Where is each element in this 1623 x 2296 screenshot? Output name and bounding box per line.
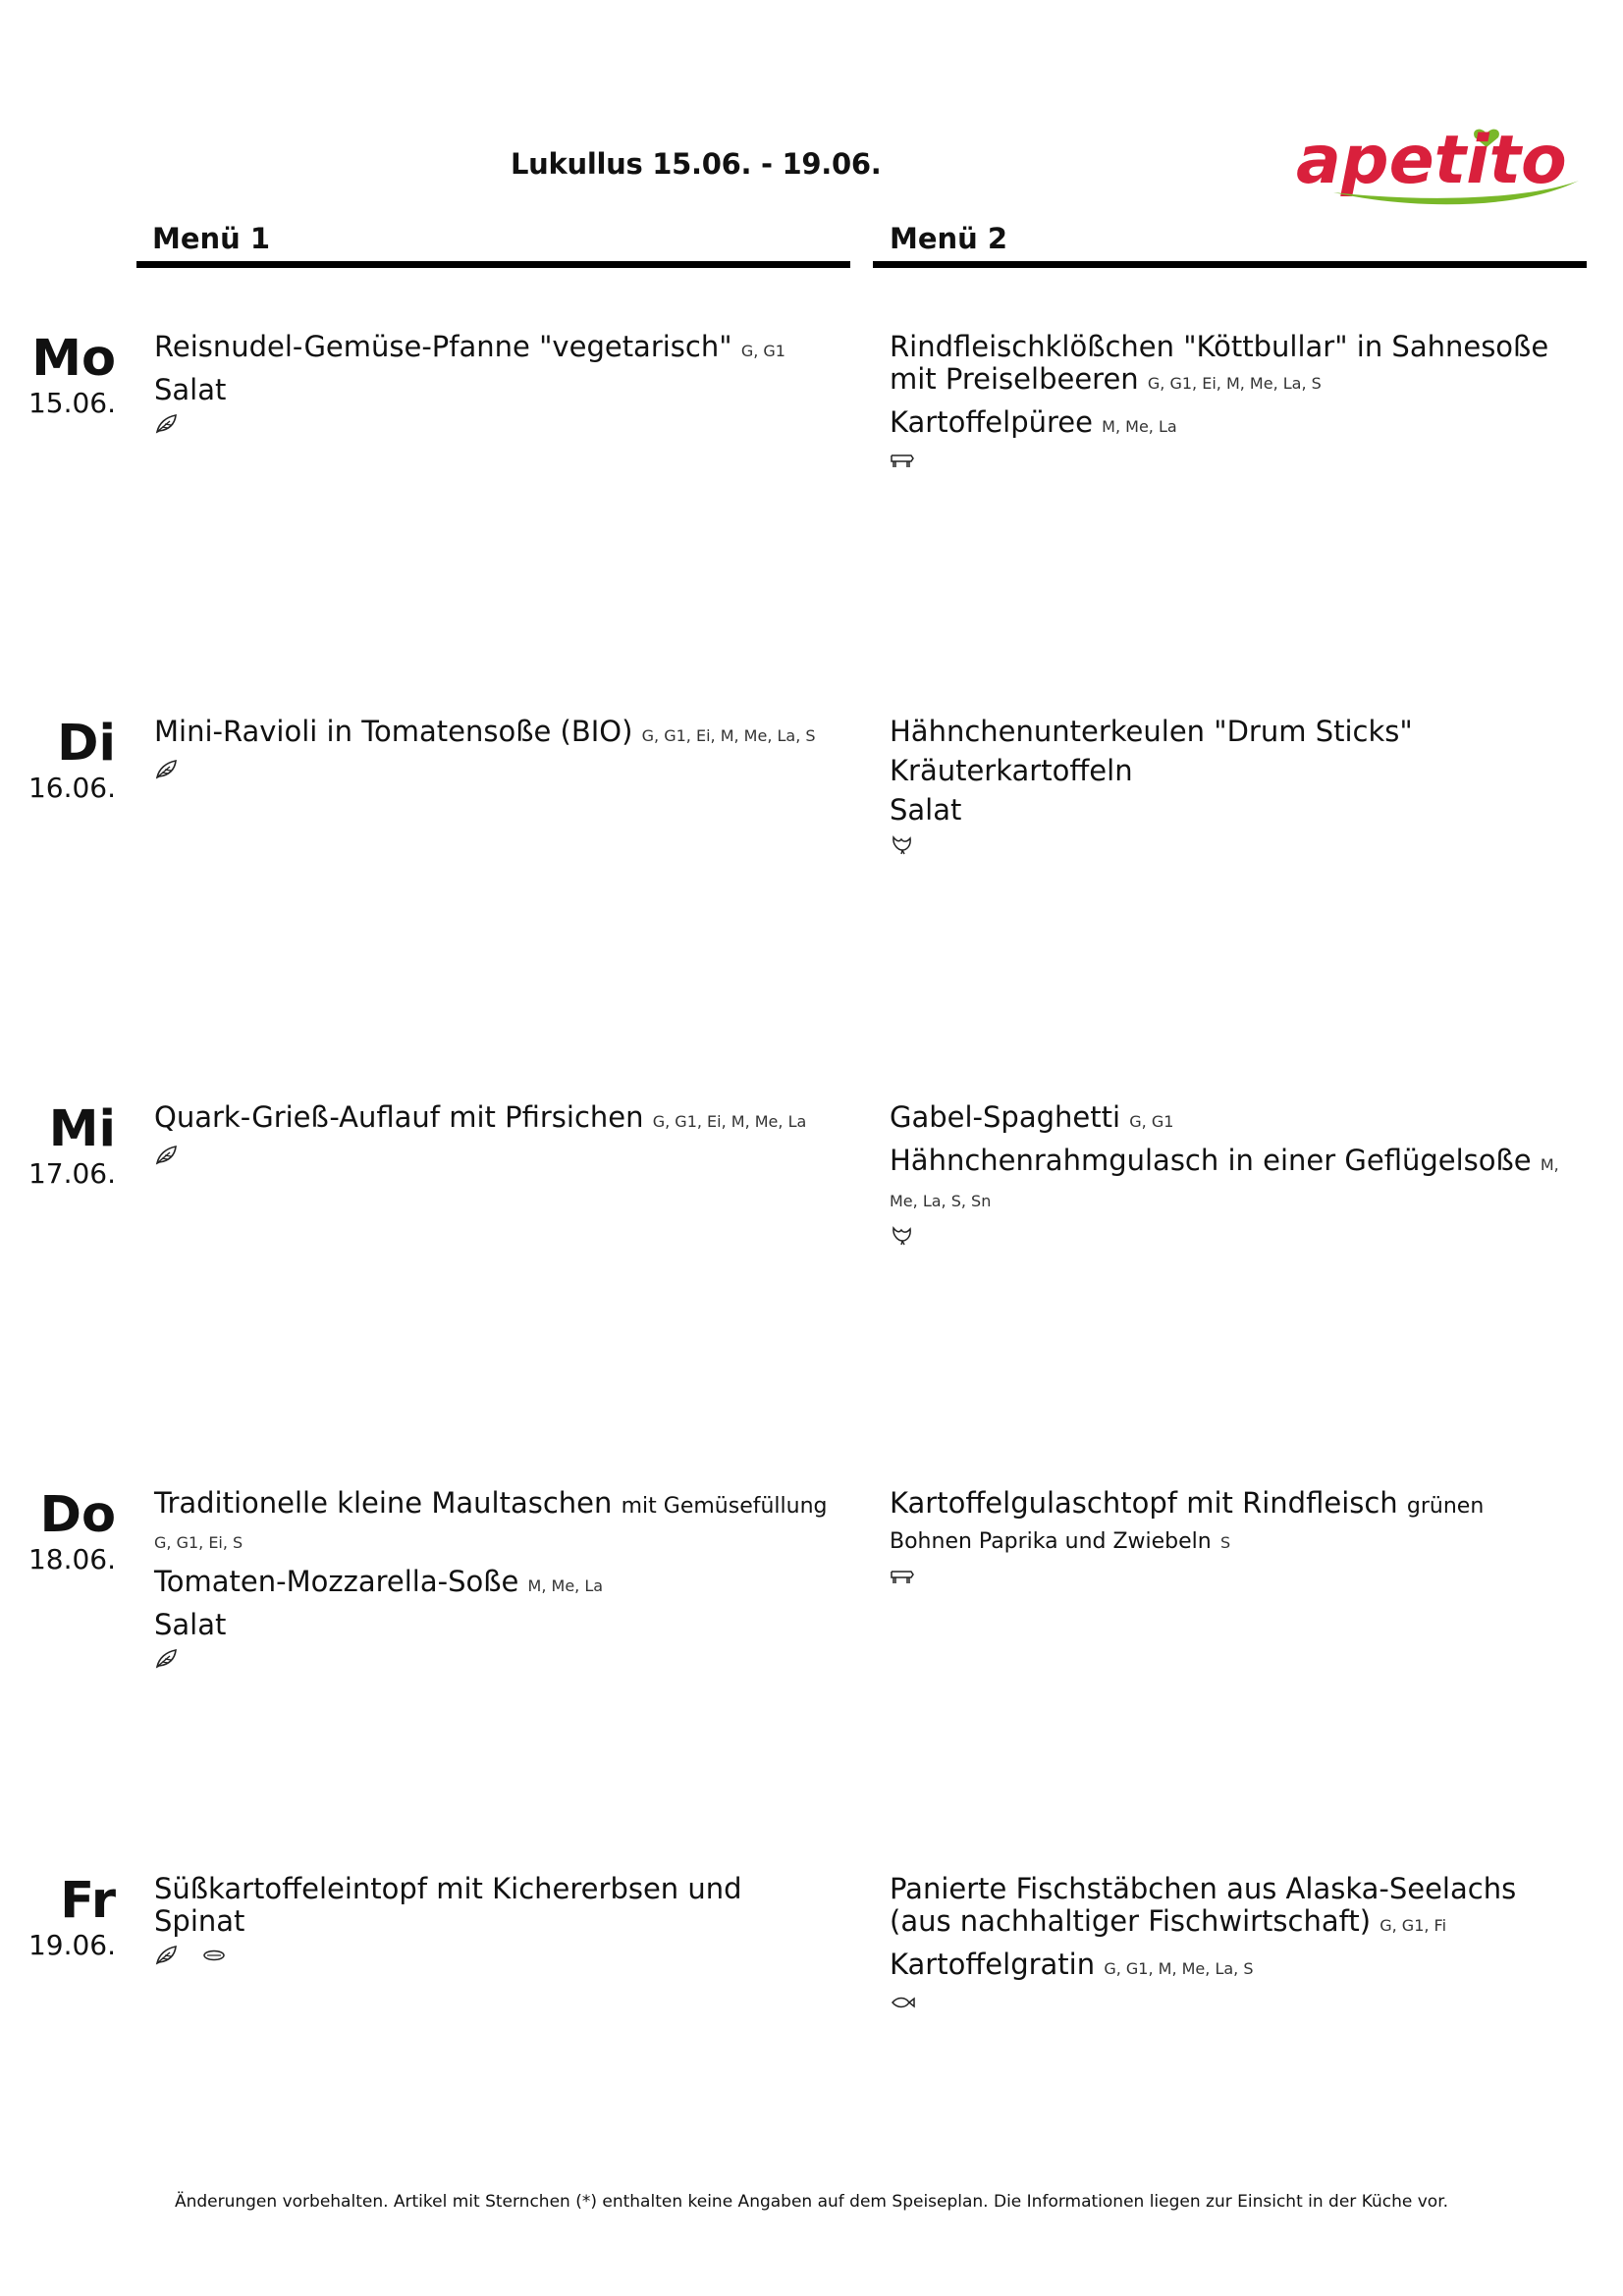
day-abbr: Di xyxy=(57,715,116,773)
dish-icons xyxy=(154,1648,832,1670)
poultry-icon xyxy=(890,1224,915,1246)
day-label xyxy=(20,331,116,419)
day-abbr: Do xyxy=(39,1486,116,1544)
dish-icons xyxy=(890,1992,1567,2013)
dish xyxy=(890,755,1567,787)
day-label xyxy=(20,1487,116,1575)
dish-name: Hähnchenrahmgulasch in einer Geflügelsoße xyxy=(890,1144,1532,1177)
dish xyxy=(154,1609,832,1641)
dish xyxy=(154,374,832,406)
dish xyxy=(890,794,1567,827)
dish-allergens: G, G1 xyxy=(1129,1112,1174,1131)
dish-allergens: M, Me, La xyxy=(527,1576,604,1595)
menu-cell-2 xyxy=(890,331,1567,471)
dish xyxy=(154,1101,832,1138)
day-abbr: Mo xyxy=(31,330,116,388)
poultry-icon xyxy=(890,833,915,855)
dish-name: Mini-Ravioli in Tomatensoße (BIO) xyxy=(154,715,633,748)
dish-name: Salat xyxy=(154,373,227,406)
dish-name: Kartoffelgratin xyxy=(890,1948,1096,1981)
dish-icons xyxy=(890,833,1567,855)
dish xyxy=(890,716,1567,748)
day-date: 17.06. xyxy=(27,1157,116,1190)
dish xyxy=(154,331,832,367)
dish-name: Panierte Fischstäbchen aus Alaska-Seelachs (aus nachhaltiger Fischwirtschaft) xyxy=(890,1872,1517,1938)
fish-icon xyxy=(890,1992,915,2013)
day-abbr: Mi xyxy=(48,1100,116,1158)
menu-cell-1 xyxy=(154,1101,832,1166)
day-date: 18.06. xyxy=(27,1543,116,1575)
day-date: 16.06. xyxy=(27,772,116,804)
dish xyxy=(890,331,1567,400)
dish-name: Süßkartoffeleintopf mit Kichererbsen und Spinat xyxy=(154,1872,742,1938)
dish xyxy=(890,1101,1567,1138)
menu-cell-1 xyxy=(154,1487,832,1670)
dish-icons xyxy=(890,450,1567,471)
dish-name: Quark-Grieß-Auflauf mit Pfirsichen xyxy=(154,1100,644,1134)
day-label xyxy=(20,1873,116,1961)
beef-icon xyxy=(890,450,915,471)
day-label xyxy=(20,1101,116,1190)
footer-note: Änderungen vorbehalten. Artikel mit Sternchen (*) enthalten keine Angaben auf dem Speiseplan. Die Informationen liegen zur Einsicht in der Küche vor. xyxy=(174,2192,1449,2212)
menu-cell-1 xyxy=(154,331,832,435)
dish-extra: mit Gemüsefüllung xyxy=(621,1494,828,1519)
dish-name: Traditionelle kleine Maultaschen xyxy=(154,1486,613,1520)
dish xyxy=(154,1566,832,1602)
beef-icon xyxy=(890,1566,915,1587)
day-date: 19.06. xyxy=(27,1929,116,1961)
dish-name: Rindfleischklößchen "Köttbullar" in Sahnesoße mit Preiselbeeren xyxy=(890,330,1549,396)
dish-icons xyxy=(154,759,832,780)
dish-allergens: G, G1, Ei, M, Me, La, S xyxy=(1147,374,1322,393)
dish-name: Kartoffelpüree xyxy=(890,405,1093,439)
logo-wordmark: apetito xyxy=(1296,122,1567,199)
chickpea-icon xyxy=(201,1945,227,1966)
dish-name: Kräuterkartoffeln xyxy=(890,754,1133,787)
menu-cell-1 xyxy=(154,716,832,780)
vegetarian-leaf-icon xyxy=(154,1145,180,1166)
vegetarian-leaf-icon xyxy=(154,1945,180,1966)
dish xyxy=(890,1487,1567,1559)
dish-allergens: G, G1, Ei, M, Me, La, S xyxy=(641,726,816,745)
dish-icons xyxy=(154,413,832,435)
menu-cell-2 xyxy=(890,1101,1567,1246)
dish-name: Gabel-Spaghetti xyxy=(890,1100,1121,1134)
menu-cell-2 xyxy=(890,1873,1567,2013)
dish-allergens: G, G1, Ei, M, Me, La xyxy=(652,1112,807,1131)
dish-name: Salat xyxy=(154,1608,227,1641)
dish-allergens: G, G1, Ei, S xyxy=(154,1533,243,1552)
dish xyxy=(154,1487,832,1559)
dish-name: Salat xyxy=(890,793,962,827)
menu-cell-2 xyxy=(890,716,1567,855)
dish xyxy=(890,406,1567,443)
dish-icons xyxy=(154,1145,832,1166)
dish-name: Tomaten-Mozzarella-Soße xyxy=(154,1565,519,1598)
dish xyxy=(890,1145,1567,1217)
dish-allergens: G, G1 xyxy=(740,342,785,360)
dish xyxy=(890,1873,1567,1942)
vegetarian-leaf-icon xyxy=(154,1648,180,1670)
dish xyxy=(890,1949,1567,1985)
dish-name: Hähnchenunterkeulen "Drum Sticks" xyxy=(890,715,1413,748)
column-header-menu-1: Menü 1 xyxy=(152,222,271,255)
dish-extra: grünen Bohnen Paprika und Zwiebeln xyxy=(890,1494,1485,1554)
vegetarian-leaf-icon xyxy=(154,413,180,435)
day-date: 15.06. xyxy=(27,387,116,419)
dish-allergens: G, G1, Fi xyxy=(1380,1916,1447,1935)
vegetarian-leaf-icon xyxy=(154,759,180,780)
dish-icons xyxy=(890,1224,1567,1246)
dish-icons xyxy=(154,1945,832,1966)
menu-cell-2 xyxy=(890,1487,1567,1587)
dish-allergens: G, G1, M, Me, La, S xyxy=(1104,1959,1254,1978)
dish-allergens: M, Me, La xyxy=(1102,417,1177,436)
dish-allergens: S xyxy=(1219,1533,1231,1552)
dish-name: Reisnudel-Gemüse-Pfanne "vegetarisch" xyxy=(154,330,732,363)
menu-title: Lukullus 15.06. - 19.06. xyxy=(511,147,882,181)
apetito-logo xyxy=(1294,116,1585,210)
dish xyxy=(154,1873,832,1938)
dish-allergens: M, Me, La, S, Sn xyxy=(890,1155,1559,1210)
dish xyxy=(154,716,832,752)
day-abbr: Fr xyxy=(60,1872,116,1930)
day-label xyxy=(20,716,116,804)
menu-cell-1 xyxy=(154,1873,832,1966)
column-header-menu-2: Menü 2 xyxy=(890,222,1008,255)
column-rule-menu-2 xyxy=(873,261,1587,268)
column-rule-menu-1 xyxy=(136,261,850,268)
dish-icons xyxy=(890,1566,1567,1587)
dish-name: Kartoffelgulaschtopf mit Rindfleisch xyxy=(890,1486,1398,1520)
